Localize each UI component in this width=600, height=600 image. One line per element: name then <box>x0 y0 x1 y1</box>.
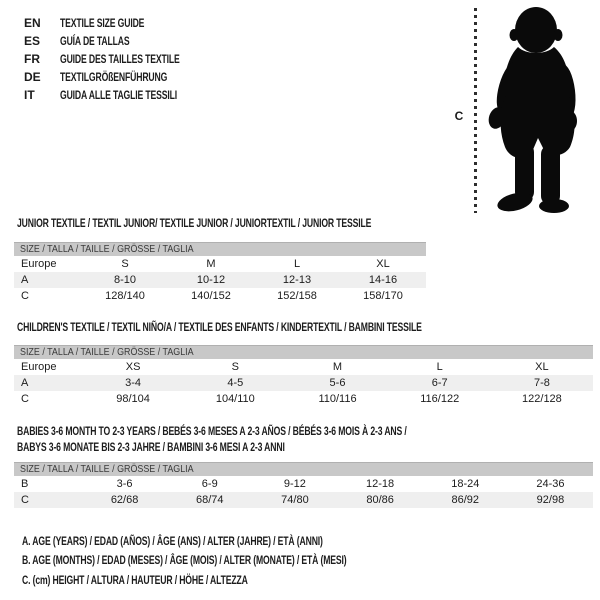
language-code: EN <box>24 16 41 30</box>
row-label: Europe <box>21 258 57 270</box>
language-row-fr <box>24 50 226 68</box>
table-cell: 86/92 <box>451 494 480 506</box>
table-cell: 62/68 <box>110 494 139 506</box>
language-title: GUIDA ALLE TAGLIE TESSILI <box>60 88 178 102</box>
babies-size-table <box>14 462 593 508</box>
table-cell: 5-6 <box>329 377 346 389</box>
junior-section-title-text: JUNIOR TEXTILE / TEXTIL JUNIOR/ TEXTILE JUNIOR / JUNIORTEXTIL / JUNIOR TESSILE <box>17 216 372 230</box>
table-cell: 12-18 <box>366 478 395 490</box>
table-cell: L <box>293 258 301 270</box>
language-row-en <box>24 14 226 32</box>
table-row <box>14 288 426 304</box>
junior-section-title <box>17 215 509 231</box>
footnote-list <box>22 531 473 590</box>
table-cell: 9-12 <box>283 478 306 490</box>
language-code: ES <box>24 34 41 48</box>
size-header-bar <box>14 345 593 359</box>
table-cell: 4-5 <box>227 377 244 389</box>
row-label: C <box>21 494 29 506</box>
table-cell: 122/128 <box>522 393 562 405</box>
size-header-bar <box>14 462 593 476</box>
children-section-title <box>17 319 579 335</box>
children-section-title-text: CHILDREN'S TEXTILE / TEXTIL NIÑO/A / TEXTILE DES ENFANTS / KINDERTEXTIL / BAMBINI TESSILE <box>17 320 422 334</box>
table-cell: 98/104 <box>116 393 150 405</box>
language-code: FR <box>24 52 40 66</box>
row-label: B <box>21 478 29 490</box>
language-row-it <box>24 86 226 104</box>
footnote-b <box>22 551 473 571</box>
size-header-bar <box>14 242 426 256</box>
language-code: DE <box>24 70 41 84</box>
height-label-c: C <box>454 109 464 123</box>
table-cell: 158/170 <box>363 290 403 302</box>
table-cell: 24-36 <box>536 478 565 490</box>
language-code: IT <box>24 88 35 102</box>
table-cell: 68/74 <box>195 494 224 506</box>
footnote-b-text: B. AGE (MONTHS) / EDAD (MESES) / ÂGE (MOIS) / ALTER (MONATE) / ETÀ (MESI) <box>22 553 347 568</box>
table-row <box>14 391 593 407</box>
table-cell: 116/122 <box>420 393 460 405</box>
size-header-text: SIZE / TALLA / TAILLE / GRÖSSE / TAGLIA <box>20 346 194 358</box>
footnote-c <box>22 570 473 590</box>
table-cell: 152/158 <box>277 290 317 302</box>
row-label: C <box>21 393 29 405</box>
table-cell: 140/152 <box>191 290 231 302</box>
table-cell: 110/116 <box>318 393 357 405</box>
row-label: Europe <box>21 361 57 373</box>
baby-silhouette-icon <box>484 5 596 213</box>
table-cell: 74/80 <box>281 494 309 506</box>
children-size-table <box>14 345 593 407</box>
table-cell: 10-12 <box>196 274 226 286</box>
table-cell: M <box>206 258 216 270</box>
table-row <box>14 272 426 288</box>
language-title: TEXTILGRÖßENFÜHRUNG <box>60 70 168 84</box>
table-cell: 92/98 <box>536 494 565 506</box>
table-cell: 7-8 <box>533 377 550 389</box>
table-row <box>14 492 593 508</box>
table-cell: 14-16 <box>368 274 398 286</box>
table-row <box>14 359 593 375</box>
babies-section-title-line1: BABIES 3-6 MONTH TO 2-3 YEARS / BEBÉS 3-6 MESES A 2-3 AÑOS / BÉBÉS 3-6 MOIS À 2-3 ANS / <box>17 424 407 438</box>
language-list <box>24 14 226 104</box>
language-row-de <box>24 68 226 86</box>
table-cell: 128/140 <box>105 290 145 302</box>
language-title: TEXTILE SIZE GUIDE <box>60 16 145 30</box>
size-header-text: SIZE / TALLA / TAILLE / GRÖSSE / TAGLIA <box>20 243 194 255</box>
table-cell: 6-9 <box>201 478 218 490</box>
table-row <box>14 476 593 492</box>
table-cell: 18-24 <box>451 478 480 490</box>
row-label: C <box>21 290 29 302</box>
table-cell: 8-10 <box>113 274 137 286</box>
row-label: A <box>21 274 29 286</box>
footnote-a <box>22 531 473 551</box>
table-cell: S <box>231 361 239 373</box>
babies-section-title <box>17 423 558 455</box>
table-cell: XL <box>376 258 390 270</box>
language-title: GUÍA DE TALLAS <box>60 34 130 48</box>
language-title: GUIDE DES TAILLES TEXTILE <box>60 52 180 66</box>
language-row-es <box>24 32 226 50</box>
table-cell: 6-7 <box>431 377 448 389</box>
table-cell: XS <box>125 361 141 373</box>
table-cell: 12-13 <box>282 274 312 286</box>
table-cell: 80/86 <box>366 494 394 506</box>
table-cell: XL <box>535 361 549 373</box>
table-cell: S <box>121 258 129 270</box>
table-cell: 104/110 <box>215 393 255 405</box>
table-row <box>14 375 593 391</box>
footnote-c-text: C. (cm) HEIGHT / ALTURA / HAUTEUR / HÖHE / ALTEZZA <box>22 572 248 587</box>
footnote-a-text: A. AGE (YEARS) / EDAD (AÑOS) / ÂGE (ANS) / ALTER (JAHRE) / ETÀ (ANNI) <box>22 533 323 548</box>
size-header-text: SIZE / TALLA / TAILLE / GRÖSSE / TAGLIA <box>20 463 194 475</box>
babies-section-title-line2: BABYS 3-6 MONATE BIS 2-3 JAHRE / BAMBINI 3-6 MESI A 2-3 ANNI <box>17 440 285 454</box>
table-cell: L <box>436 361 443 373</box>
height-dotted-line <box>474 8 477 213</box>
table-row <box>14 256 426 272</box>
table-cell: 3-6 <box>116 478 133 490</box>
row-label: A <box>21 377 29 389</box>
table-cell: M <box>332 361 343 373</box>
table-cell: 3-4 <box>125 377 142 389</box>
junior-size-table <box>14 242 426 304</box>
